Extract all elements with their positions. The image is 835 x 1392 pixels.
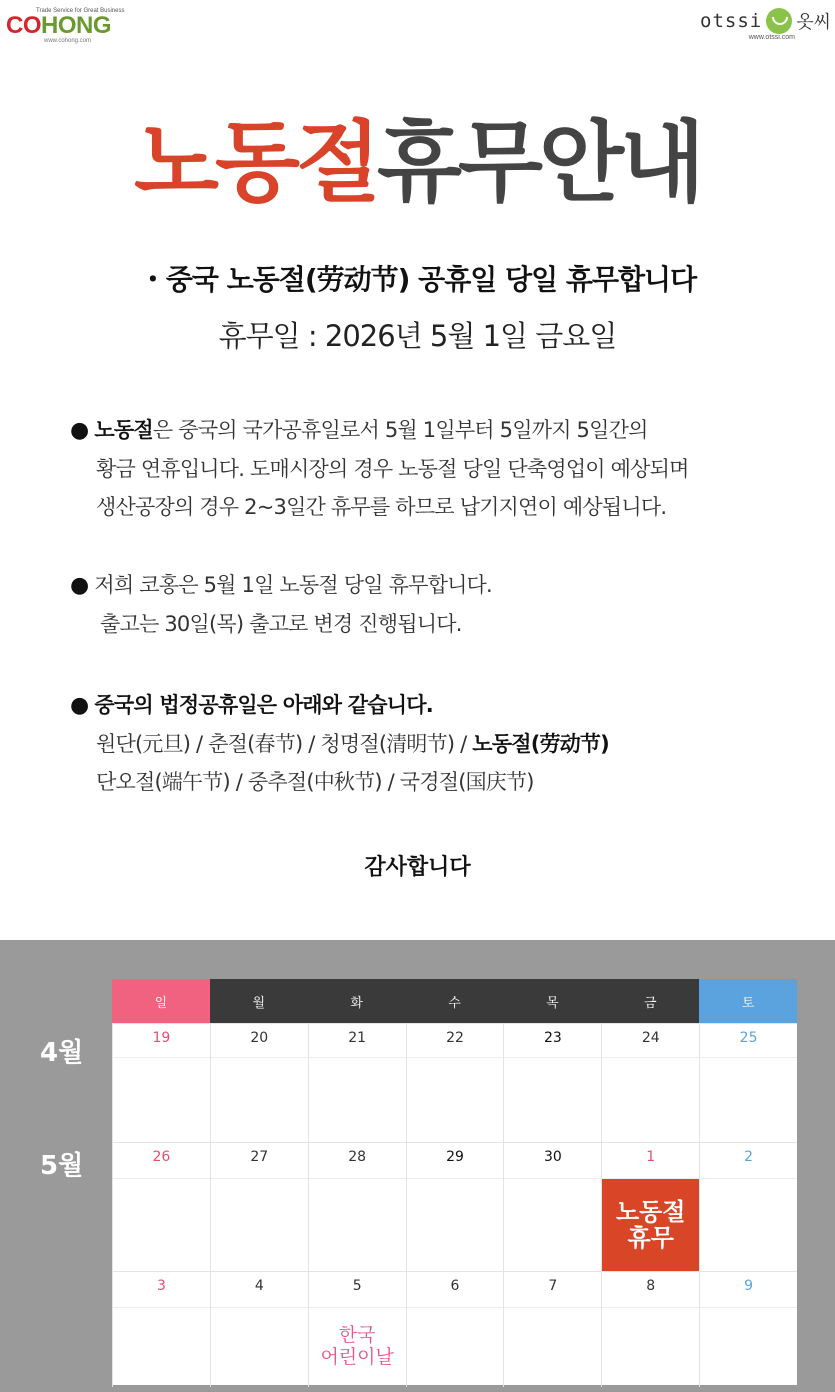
section-public-holidays <box>70 686 609 801</box>
day-cell: 28 <box>308 1143 406 1271</box>
section-closure-notice <box>70 566 492 643</box>
section-labor-day-info <box>70 411 689 526</box>
calendar-week <box>112 1023 797 1142</box>
weekday-mon: 월 <box>210 979 308 1023</box>
day-cell: 24 <box>601 1024 699 1142</box>
page-title <box>0 108 835 218</box>
otssi-brand-kor: 옷씨 <box>796 12 831 33</box>
title-red: 노동절 <box>133 111 377 214</box>
section2-line1: 저희 코홍은 5월 1일 노동절 당일 휴무합니다. <box>94 573 492 597</box>
bullet-icon: ● <box>70 573 89 598</box>
calendar-week <box>112 1271 797 1387</box>
weekday-sat: 토 <box>699 979 797 1023</box>
weekday-tue: 화 <box>308 979 406 1023</box>
day-cell: 27 <box>210 1143 308 1271</box>
subtitle: ・중국 노동절(劳动节) 공휴일 당일 휴무합니다 <box>138 263 697 296</box>
cohong-url: www.cohong.com <box>44 38 92 44</box>
weekday-wed: 수 <box>406 979 504 1023</box>
section2-line2: 출고는 30일(목) 출고로 변경 진행됩니다. <box>100 612 462 636</box>
month-label-may: 5월 <box>40 1151 84 1181</box>
day-cell: 26 <box>112 1143 210 1271</box>
section1-line3: 생산공장의 경우 2~3일간 휴무를 하므로 납기지연이 예상됩니다. <box>96 495 667 519</box>
calendar <box>112 979 797 1385</box>
otssi-logo <box>681 8 831 41</box>
weekday-fri: 금 <box>601 979 699 1023</box>
day-cell-labor-day: 1 노동절 휴무 <box>601 1143 699 1271</box>
childrens-day-label: 한국 어린이날 <box>320 1324 394 1368</box>
day-cell: 23 <box>503 1024 601 1142</box>
holiday-date: 휴무일 : 2026년 5월 1일 금요일 <box>218 319 617 353</box>
weekday-sun: 일 <box>112 979 210 1023</box>
section1-line1: 은 중국의 국가공휴일로서 5월 1일부터 5일까지 5일간의 <box>152 418 648 442</box>
section1-line2: 황금 연휴입니다. 도매시장의 경우 노동절 당일 단축영업이 예상되며 <box>96 457 689 481</box>
section3-line1: 원단(元旦) / 춘절(春节) / 청명절(清明节) / <box>96 732 473 756</box>
thanks-text: 감사합니다 <box>364 855 471 880</box>
day-cell: 2 <box>699 1143 797 1271</box>
day-cell: 19 <box>112 1024 210 1142</box>
day-cell: 9 <box>699 1272 797 1387</box>
day-cell: 30 <box>503 1143 601 1271</box>
weekday-thu: 목 <box>503 979 601 1023</box>
calendar-week <box>112 1142 797 1271</box>
day-cell: 8 <box>601 1272 699 1387</box>
day-cell: 21 <box>308 1024 406 1142</box>
day-cell: 4 <box>210 1272 308 1387</box>
otssi-brand: otssi <box>700 10 763 32</box>
bullet-icon: ● <box>70 418 89 443</box>
day-cell: 22 <box>406 1024 504 1142</box>
cohong-logo <box>6 8 136 44</box>
bullet-icon: ● <box>70 693 89 718</box>
labor-day-holiday-badge: 노동절 휴무 <box>602 1179 699 1271</box>
labor-day-bold: 노동절 <box>94 418 153 442</box>
day-cell-childrens-day: 5 한국 어린이날 <box>308 1272 406 1387</box>
cohong-brand: COHONG <box>6 12 111 39</box>
cohong-tagline: Trade Service for Great Business <box>36 8 125 14</box>
day-cell: 20 <box>210 1024 308 1142</box>
otssi-url: www.otssi.com <box>748 34 795 41</box>
day-cell: 6 <box>406 1272 504 1387</box>
section3-heading: 중국의 법정공휴일은 아래와 같습니다. <box>94 693 433 717</box>
section3-line2: 단오절(端午节) / 중추절(中秋节) / 국경절(国庆节) <box>96 770 534 794</box>
title-gray: 휴무안내 <box>376 111 702 214</box>
day-cell: 3 <box>112 1272 210 1387</box>
day-cell: 29 <box>406 1143 504 1271</box>
calendar-header <box>112 979 797 1023</box>
hanger-icon <box>766 8 792 34</box>
day-cell: 7 <box>503 1272 601 1387</box>
month-label-april: 4월 <box>40 1038 84 1068</box>
day-cell: 25 <box>699 1024 797 1142</box>
labor-day-cn: 노동절(劳动节) <box>472 732 609 756</box>
